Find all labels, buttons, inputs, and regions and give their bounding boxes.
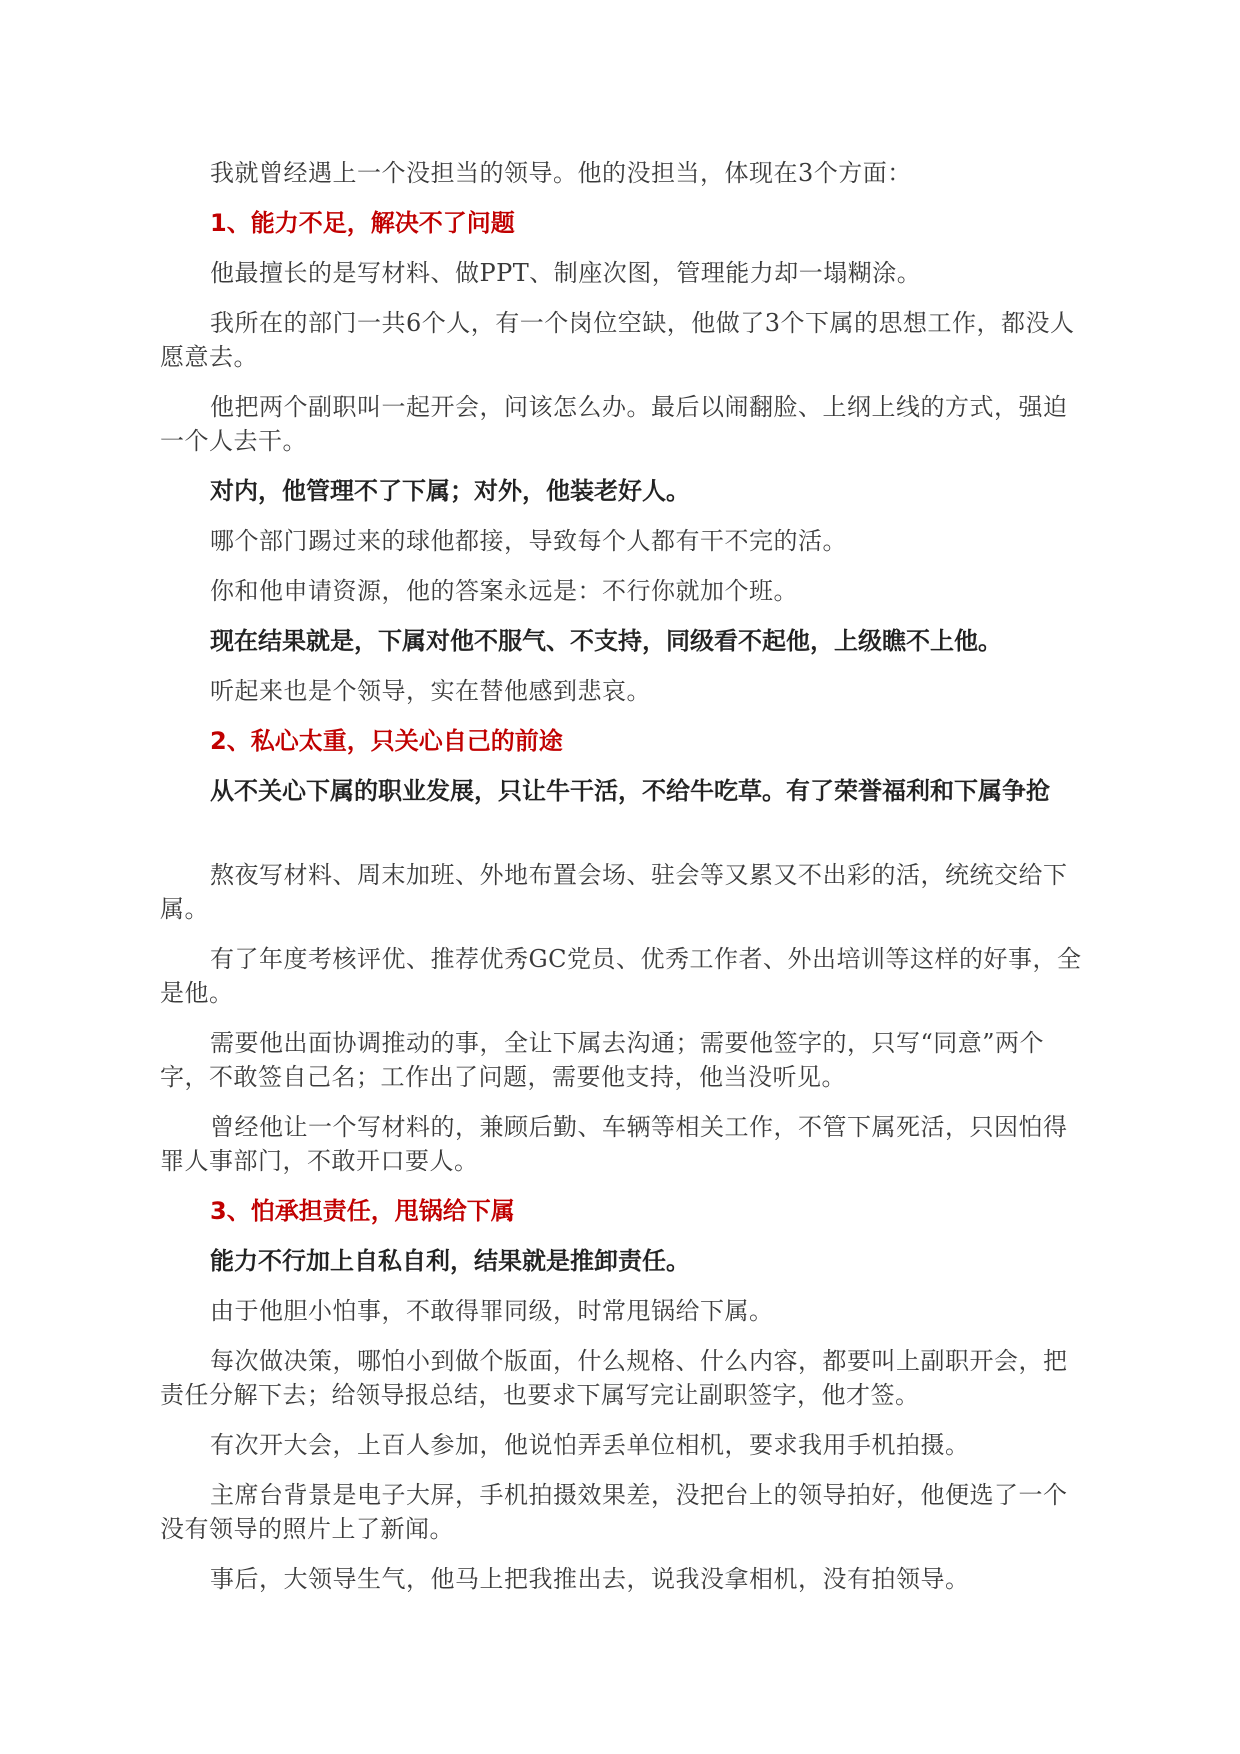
paragraph: 他把两个副职叫一起开会，问该怎么办。最后以闹翻脸、上纲上线的方式，强迫一个人去干。 [160,393,1068,455]
paragraph: 由于他胆小怕事，不敢得罪同级，时常甩锅给下属。 [210,1297,774,1325]
paragraph: 每次做决策，哪怕小到做个版面，什么规格、什么内容，都要叫上副职开会，把责任分解下去；给领导报总结，也要求下属写完让副职签字，他才签。 [160,1347,1068,1409]
section-heading-2: 2、私心太重，只关心自己的前途 [210,727,563,755]
section-heading-1: 1、能力不足，解决不了问题 [210,209,515,237]
paragraph: 有了年度考核评优、推荐优秀GC党员、优秀工作者、外出培训等这样的好事，全是他。 [160,945,1082,1007]
paragraph: 我所在的部门一共6个人，有一个岗位空缺，他做了3个下属的思想工作，都没人愿意去。 [160,309,1075,371]
paragraph: 哪个部门踢过来的球他都接，导致每个人都有干不完的活。 [210,527,847,555]
document-body [160,156,1090,1612]
paragraph: 主席台背景是电子大屏，手机拍摄效果差，没把台上的领导拍好，他便选了一个没有领导的照片上了新闻。 [160,1481,1068,1543]
paragraph: 他最擅长的是写材料、做PPT、制座次图，管理能力却一塌糊涂。 [210,259,922,287]
bold-paragraph: 能力不行加上自私自利，结果就是推卸责任。 [210,1247,690,1275]
bold-paragraph: 现在结果就是，下属对他不服气、不支持，同级看不起他，上级瞧不上他。 [210,627,1002,655]
paragraph-intro: 我就曾经遇上一个没担当的领导。他的没担当，体现在3个方面： [210,159,912,187]
paragraph: 熬夜写材料、周末加班、外地布置会场、驻会等又累又不出彩的活，统统交给下属。 [160,861,1068,923]
paragraph: 听起来也是个领导，实在替他感到悲哀。 [210,677,651,705]
paragraph: 曾经他让一个写材料的，兼顾后勤、车辆等相关工作，不管下属死活，只因怕得罪人事部门，不敢开口要人。 [160,1113,1068,1175]
paragraph: 需要他出面协调推动的事，全让下属去沟通；需要他签字的，只写“同意”两个字，不敢签自己名；工作出了问题，需要他支持，他当没听见。 [160,1029,1045,1091]
paragraph: 你和他申请资源，他的答案永远是：不行你就加个班。 [210,577,798,605]
paragraph: 有次开大会，上百人参加，他说怕弄丢单位相机，要求我用手机拍摄。 [210,1431,970,1459]
bold-paragraph: 对内，他管理不了下属；对外，他装老好人。 [210,477,690,505]
paragraph: 事后，大领导生气，他马上把我推出去，说我没拿相机，没有拍领导。 [210,1565,970,1593]
section-heading-3: 3、怕承担责任，甩锅给下属 [210,1197,515,1225]
bold-paragraph: 从不关心下属的职业发展，只让牛干活，不给牛吃草。有了荣誉福利和下属争抢 [210,777,1050,805]
